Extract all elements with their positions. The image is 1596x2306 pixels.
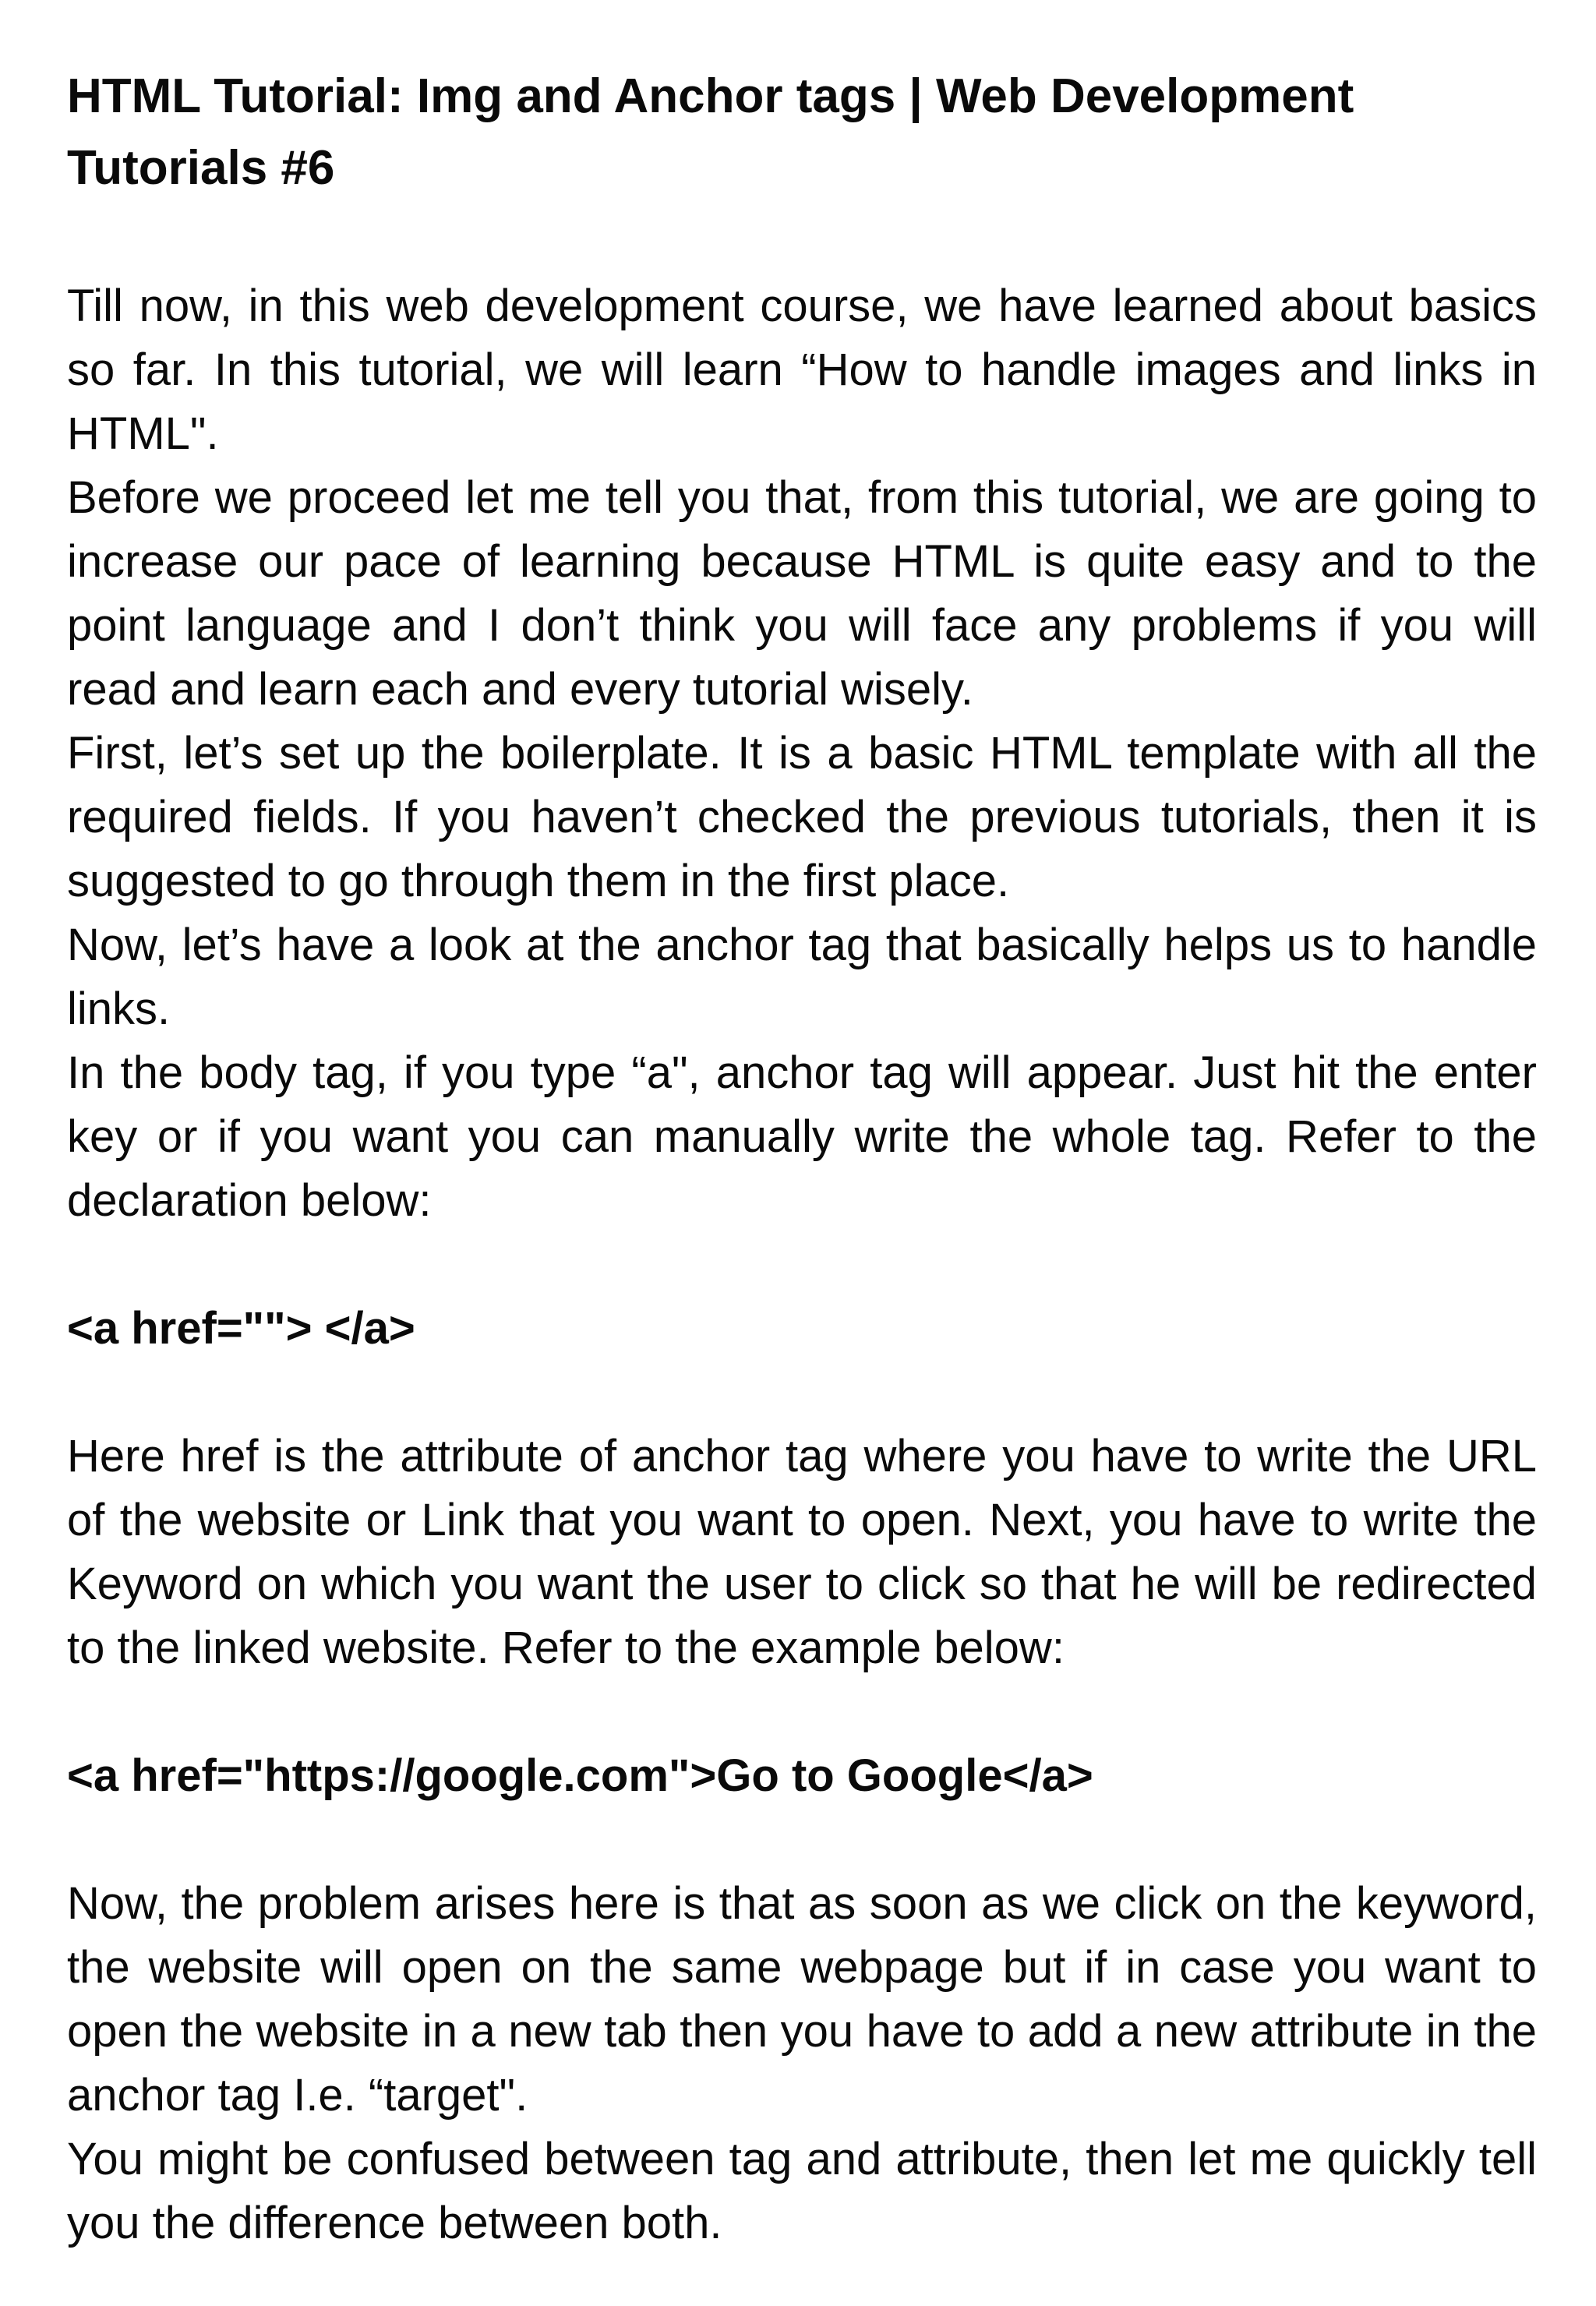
paragraph-tag-vs-attribute: You might be confused between tag and attribute, then let me quickly tell you the difference between both. <box>67 2134 1537 2248</box>
spacer <box>67 1233 1537 1297</box>
paragraph-anchor-declaration: In the body tag, if you type “a", anchor tag will appear. Just hit the enter key or if you want you can manually write the whole tag. Refer to the declaration below: <box>67 1047 1537 1226</box>
paragraph-target-attribute: Now, the problem arises here is that as soon as we click on the keyword, the website will open on the same webpage but if in case you want to open the website in a new tab then you have to add a new attribute in the anchor tag I.e. “target". <box>67 1878 1537 2121</box>
spacer <box>67 1680 1537 1744</box>
spacer <box>67 1808 1537 1872</box>
code-snippet-anchor-empty: <a href=""> </a> <box>67 1303 415 1354</box>
paragraph-boilerplate: First, let’s set up the boilerplate. It is a basic HTML template with all the required fields. If you haven’t checked the previous tutorials, then it is suggested to go through them in the first place. <box>67 728 1537 906</box>
paragraph-anchor-intro: Now, let’s have a look at the anchor tag that basically helps us to handle links. <box>67 920 1537 1034</box>
code-snippet-anchor-google: <a href="https://google.com">Go to Google</a> <box>67 1750 1093 1801</box>
spacer <box>67 1361 1537 1425</box>
spacer <box>67 204 1537 274</box>
document-title: HTML Tutorial: Img and Anchor tags | Web Development Tutorials #6 <box>67 69 1354 195</box>
paragraph-pace: Before we proceed let me tell you that, from this tutorial, we are going to increase our pace of learning because HTML is quite easy and to the point language and I don’t think you will face any problems if you will read and learn each and every tutorial wisely. <box>67 472 1537 715</box>
paragraph-href-explanation: Here href is the attribute of anchor tag where you have to write the URL of the website or Link that you want to open. Next, you have to write the Keyword on which you want the user to click so that he will be redirected to the linked website. Refer to the example below: <box>67 1431 1537 1673</box>
document-page <box>67 61 1537 2255</box>
paragraph-intro: Till now, in this web development course, we have learned about basics so far. In this tutorial, we will learn “How to handle images and links in HTML". <box>67 281 1537 459</box>
